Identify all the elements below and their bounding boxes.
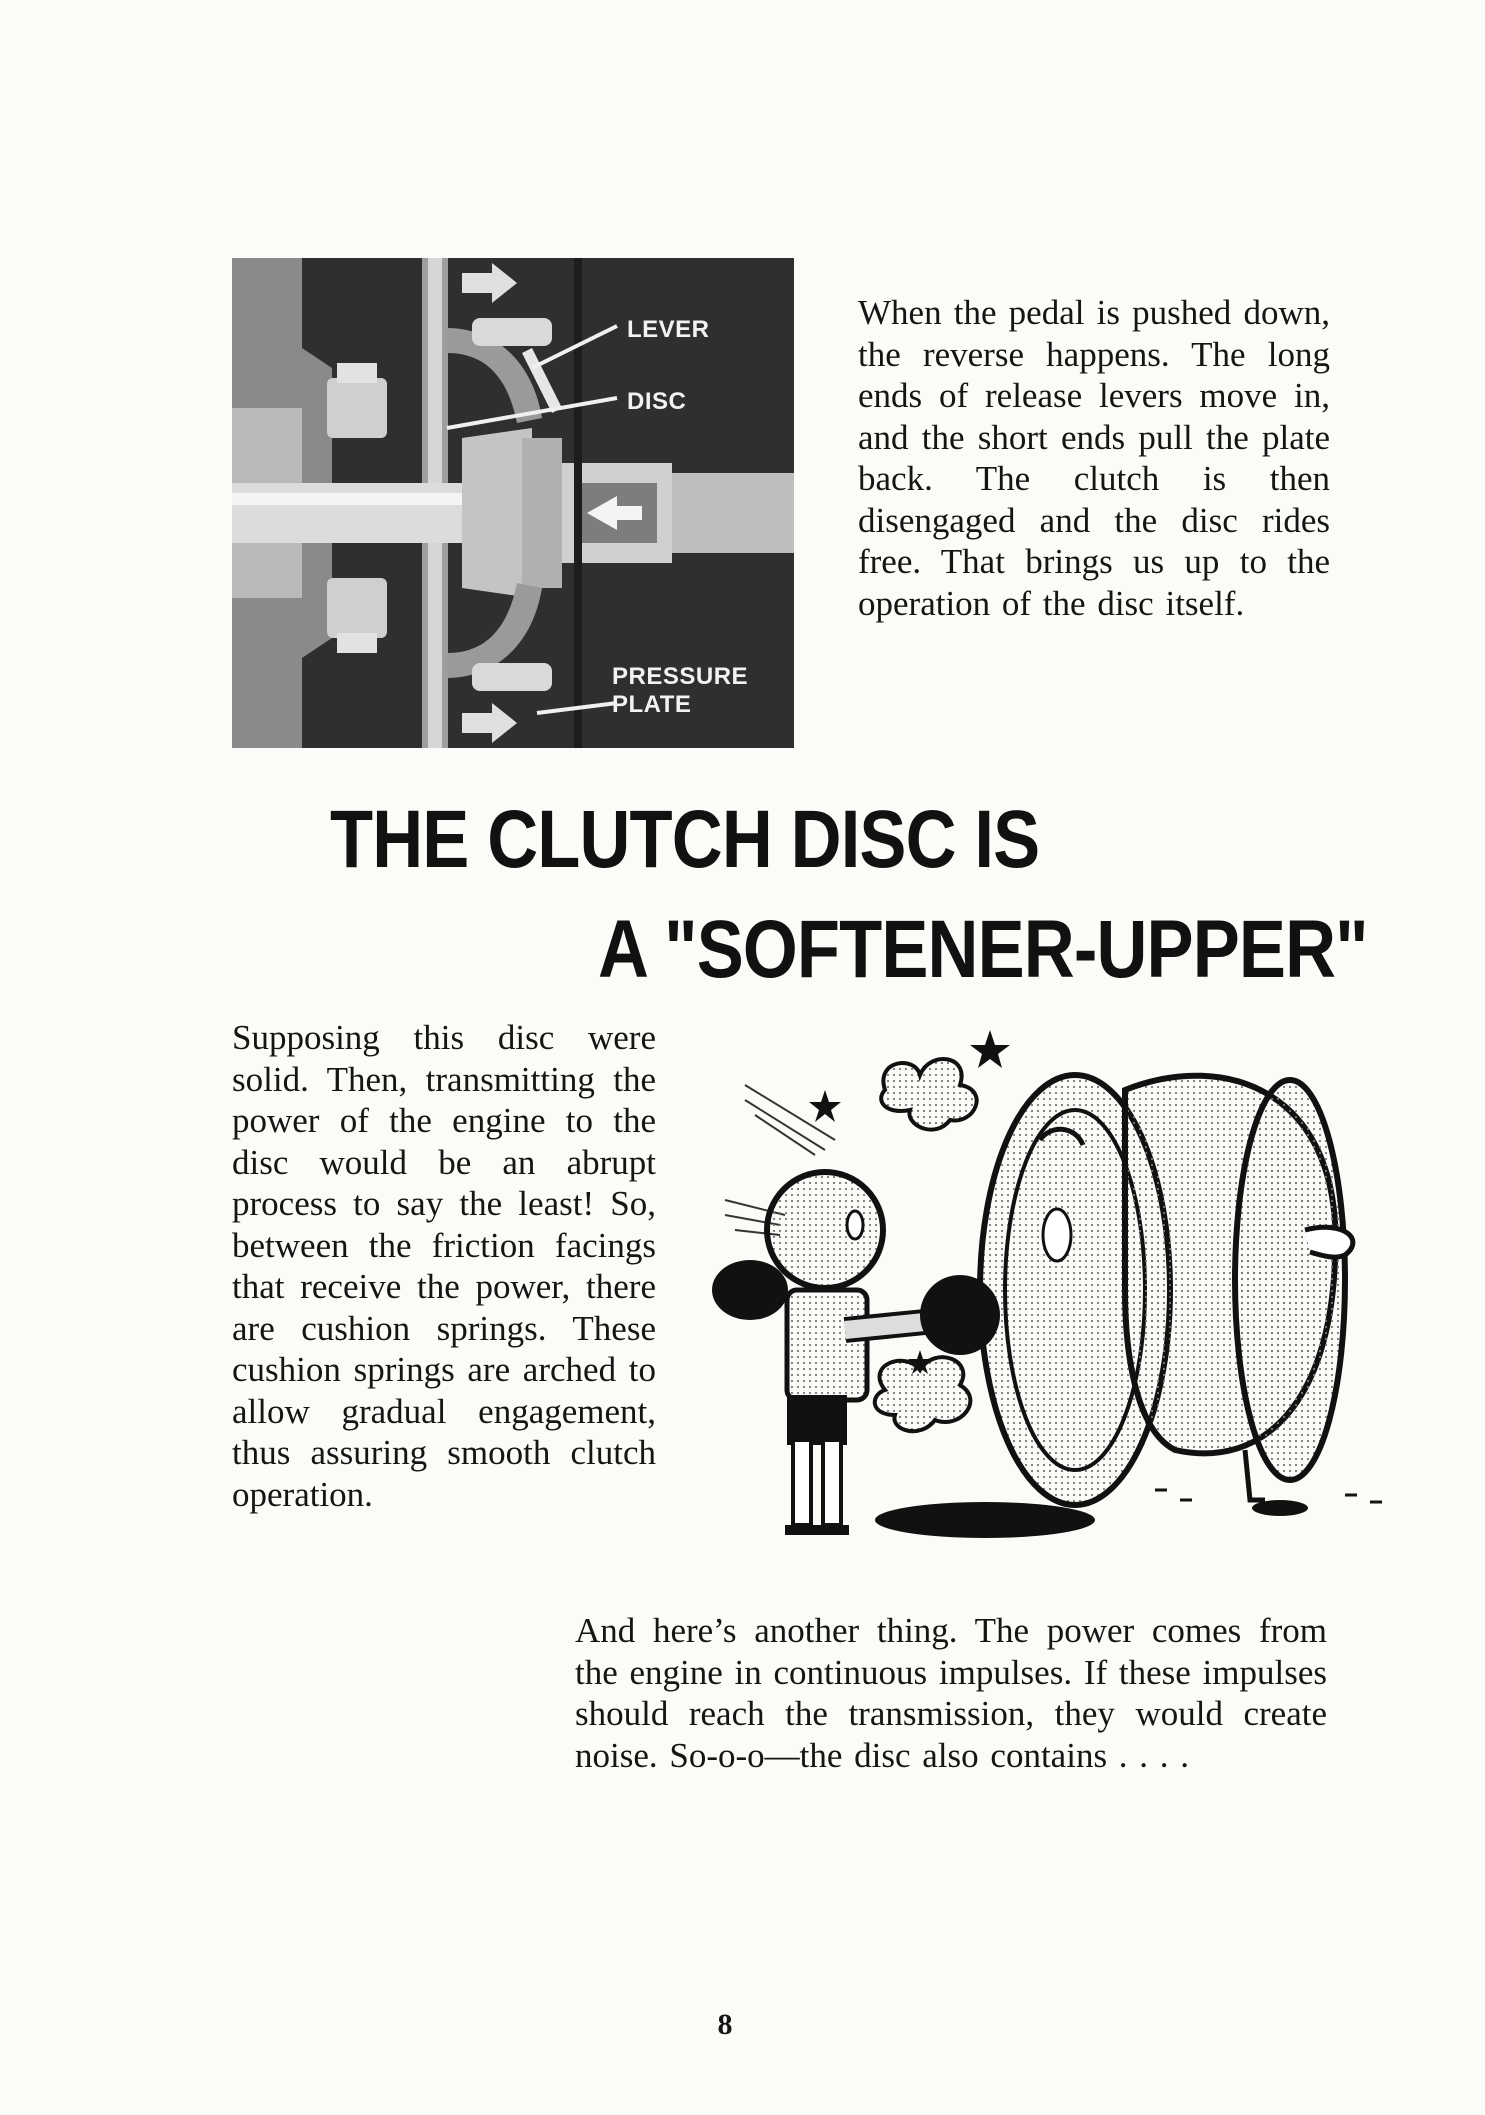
pressure-label: PRESSURE xyxy=(612,663,749,690)
boxer-cartoon-illustration xyxy=(705,1030,1405,1560)
headline-line-1: THE CLUTCH DISC IS xyxy=(330,794,1040,885)
headline-line-2: A "SOFTENER-UPPER" xyxy=(598,904,1368,995)
page-number: 8 xyxy=(717,2008,733,2041)
paragraph-cushion-springs: Supposing this disc were solid. Then, transmitting the power of the engine to the disc would be an abrupt process to say the least! So, between the friction facings that receive the power, there are cushion springs. These cushion springs are arched to allow gradual engagement, thus assuring smooth clutch operation. xyxy=(232,1018,656,1514)
paragraph-impulses: And here’s another thing. The power comes from the engine in continuous impulses. If these impulses should reach the transmission, they would create noise. So-o-o—the disc also contains . . . . xyxy=(575,1611,1328,1775)
disc-label: DISC xyxy=(627,388,687,415)
clutch-cutaway-illustration xyxy=(232,258,794,748)
boxer-hitting-disc-drawing xyxy=(705,1030,1405,1560)
plate-label: PLATE xyxy=(612,691,692,718)
lever-label: LEVER xyxy=(627,316,710,343)
paragraph-pedal-pushed: When the pedal is pushed down, the reverse happens. The long ends of release levers move in, and the short ends pull the plate back. The clutch is then disengaged and the disc rides free. That brings us up to the operation of the disc itself. xyxy=(858,293,1330,623)
